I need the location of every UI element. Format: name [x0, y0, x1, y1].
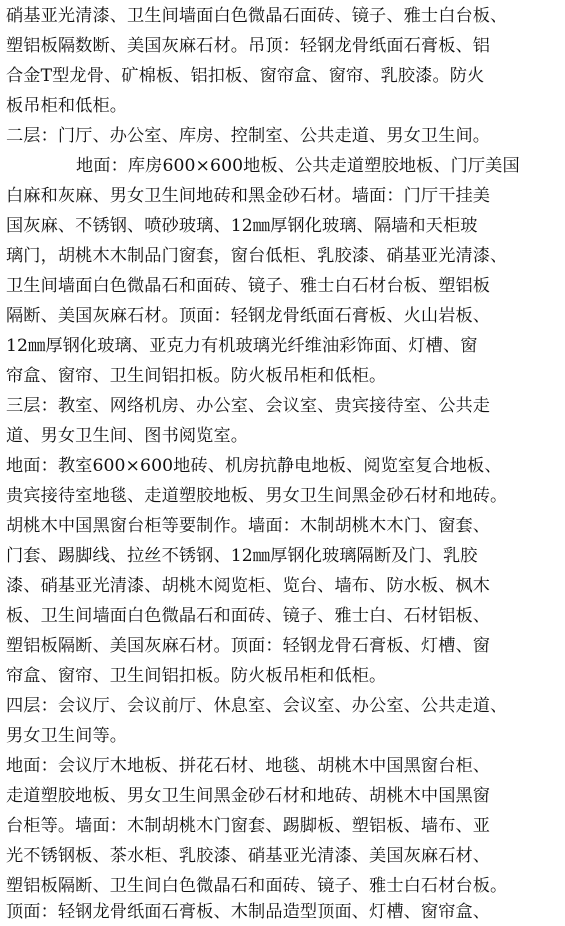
text-line-10: 卫生间墙面白色微晶石和面砖、镜子、雅士白石材台板、塑铝板	[6, 276, 491, 296]
text-line-4: 板吊柜和低柜。	[6, 96, 128, 116]
text-line-11: 隔断、美国灰麻石材。顶面：轻钢龙骨纸面石膏板、火山岩板、	[6, 306, 491, 326]
text-line-28: 台柜等。墙面：木制胡桃木门窗套、踢脚板、塑铝板、墙布、亚	[6, 816, 491, 836]
text-line-20: 漆、硝基亚光清漆、胡桃木阅览柜、览台、墙布、防水板、枫木	[6, 576, 491, 596]
text-line-3: 合金T型龙骨、矿棉板、铝扣板、窗帘盒、窗帘、乳胶漆。防火	[6, 66, 485, 86]
text-line-27: 走道塑胶地板、男女卫生间黑金砂石材和地砖、胡桃木中国黑窗	[6, 786, 491, 806]
text-line-12: 12㎜厚钢化玻璃、亚克力有机玻璃光纤维油彩饰面、灯槽、窗	[6, 336, 478, 356]
text-line-13: 帘盒、窗帘、卫生间铝扣板。防火板吊柜和低柜。	[6, 366, 387, 386]
text-line-25: 男女卫生间等。	[6, 726, 128, 746]
text-line-31: 顶面：轻钢龙骨纸面石膏板、木制品造型顶面、灯槽、窗帘盒、	[6, 902, 491, 922]
text-line-26: 地面：会议厅木地板、拼花石材、地毯、胡桃木中国黑窗台柜、	[6, 756, 491, 776]
text-line-9: 璃门，胡桃木木制品门窗套，窗台低柜、乳胶漆、硝基亚光清漆、	[6, 246, 508, 266]
text-line-2: 塑铝板隔数断、美国灰麻石材。吊顶：轻钢龙骨纸面石膏板、铝	[6, 36, 491, 56]
text-line-6: 地面：库房600×600地板、公共走道塑胶地板、门厅美国	[76, 156, 520, 176]
text-line-30: 塑铝板隔断、卫生间白色微晶石和面砖、镜子、雅士白石材台板。	[6, 876, 508, 896]
text-line-23: 帘盒、窗帘、卫生间铝扣板。防火板吊柜和低柜。	[6, 666, 387, 686]
text-line-17: 贵宾接待室地毯、走道塑胶地板、男女卫生间黑金砂石材和地砖。	[6, 486, 508, 506]
text-line-1: 硝基亚光清漆、卫生间墙面白色微晶石面砖、镜子、雅士白台板、	[6, 6, 508, 26]
text-line-22: 塑铝板隔断、美国灰麻石材。顶面：轻钢龙骨石膏板、灯槽、窗	[6, 636, 491, 656]
text-line-14: 三层：教室、网络机房、办公室、会议室、贵宾接待室、公共走	[6, 396, 491, 416]
text-line-21: 板、卫生间墙面白色微晶石和面砖、镜子、雅士白、石材铝板、	[6, 606, 491, 626]
text-line-7: 白麻和灰麻、男女卫生间地砖和黑金砂石材。墙面：门厅干挂美	[6, 186, 491, 206]
text-line-15: 道、男女卫生间、图书阅览室。	[6, 426, 249, 446]
text-line-18: 胡桃木中国黑窗台柜等要制作。墙面：木制胡桃木木门、窗套、	[6, 516, 491, 536]
text-line-29: 光不锈钢板、茶水柜、乳胶漆、硝基亚光清漆、美国灰麻石材、	[6, 846, 491, 866]
text-line-19: 门套、踢脚线、拉丝不锈钢、12㎜厚钢化玻璃隔断及门、乳胶	[6, 546, 478, 566]
text-line-24: 四层：会议厅、会议前厅、休息室、会议室、办公室、公共走道、	[6, 696, 508, 716]
text-line-8: 国灰麻、不锈钢、喷砂玻璃、12㎜厚钢化玻璃、隔墙和天柜玻	[6, 216, 478, 236]
text-line-16: 地面：教室600×600地砖、机房抗静电地板、阅览室复合地板、	[6, 456, 502, 476]
text-line-5: 二层：门厅、办公室、库房、控制室、公共走道、男女卫生间。	[6, 126, 491, 146]
